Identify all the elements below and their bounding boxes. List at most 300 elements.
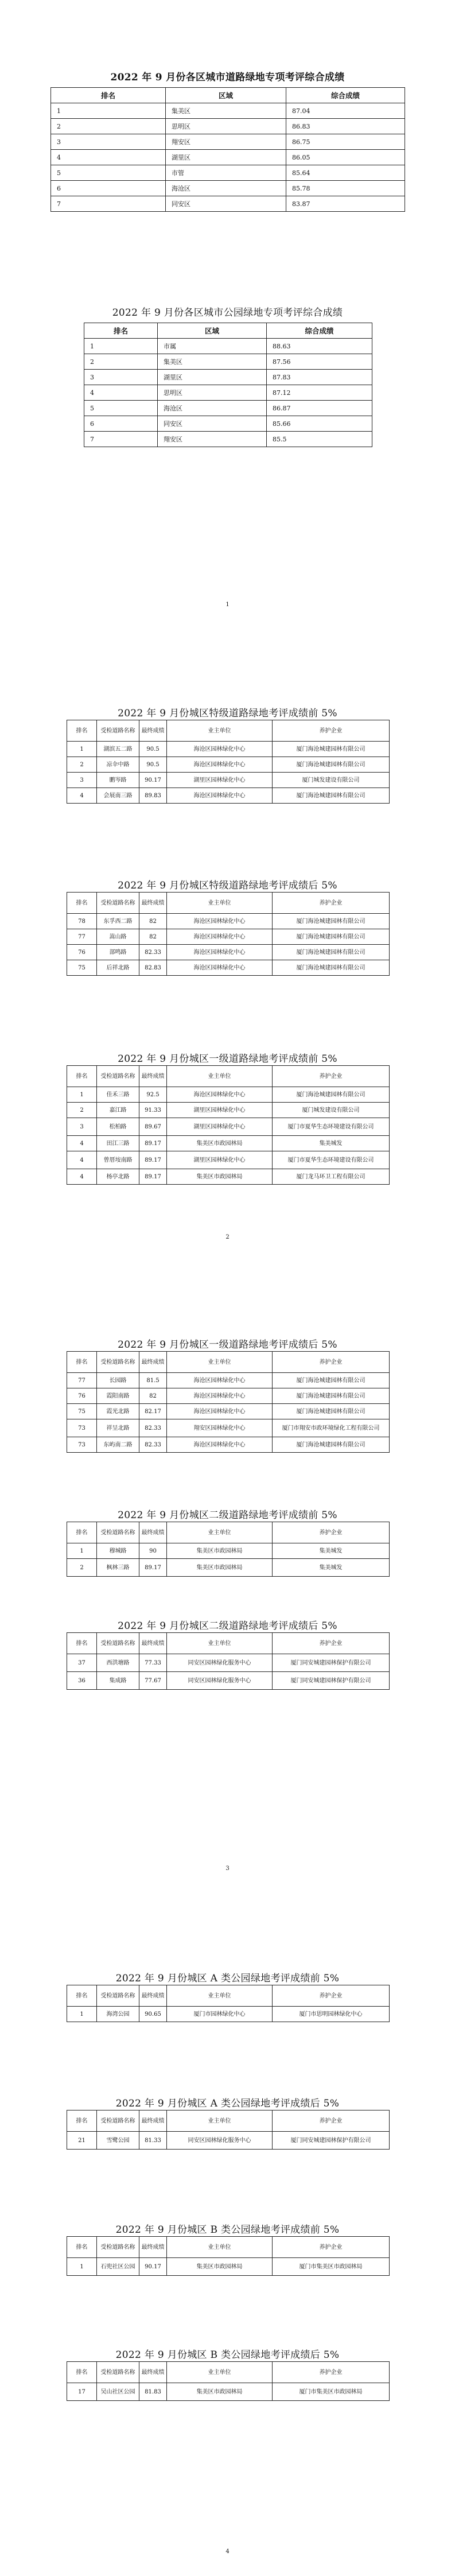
cell-region: 海沧区: [166, 181, 286, 196]
park-summary-title: 2022 年 9 月份各区城市公园绿地专项考评综合成绩: [112, 307, 343, 319]
cell-maintainer: 厦门市集美区市政园林局: [273, 2383, 390, 2401]
table-header-row: [67, 2111, 390, 2132]
table-header-row: [67, 1522, 390, 1543]
cell-road: 嵩山路: [97, 929, 139, 945]
cell-region: 思明区: [158, 385, 267, 401]
special-top-section: [0, 705, 455, 719]
parkb-top-title: 2022 年 9 月份城区 B 类公园绿地考评成绩前 5%: [115, 2224, 340, 2236]
cell-score: 90.5: [139, 757, 167, 773]
page-number: 4: [225, 2548, 230, 2555]
cell-owner: 海沧区园林绿化中心: [167, 914, 273, 929]
cell-owner: 集美区市政园林局: [167, 1169, 273, 1185]
header-maintainer: 养护企业: [273, 1985, 390, 2007]
cell-owner: 集美区市政园林局: [167, 1543, 273, 1559]
header-score: 最终成绩: [139, 1066, 167, 1087]
cell-rank: 1: [67, 742, 97, 757]
cell-road: 西洪塘路: [97, 1654, 139, 1672]
table-header-row: [67, 1066, 390, 1087]
cell-score: 90.65: [139, 2007, 167, 2022]
cell-region: 集美区: [158, 354, 267, 370]
table-row: [67, 1654, 390, 1672]
cell-maintainer: 集美城发: [273, 1543, 390, 1559]
cell-owner: 集美区市政园林局: [167, 2258, 273, 2276]
table-row: [67, 1103, 390, 1118]
cell-rank: 5: [51, 165, 166, 181]
cell-region: 湖里区: [166, 150, 286, 165]
cell-rank: 73: [67, 1437, 97, 1453]
cell-region: 同安区: [166, 196, 286, 212]
cell-maintainer: 厦门同安城建园林保护有限公司: [273, 2132, 390, 2150]
header-road: 受检道路名称: [97, 2111, 139, 2132]
cell-road: 石兜社区公园: [97, 2258, 139, 2276]
cell-region: 思明区: [166, 119, 286, 134]
cell-score: 89.17: [139, 1136, 167, 1151]
cell-road: 枫林三路: [97, 1559, 139, 1577]
table-row: [84, 339, 372, 354]
cell-score: 82.17: [139, 1404, 167, 1419]
cell-owner: 海沧区园林绿化中心: [167, 757, 273, 773]
header-score: 最终成绩: [139, 1352, 167, 1373]
header-rank: 排名: [67, 1985, 97, 2007]
header-owner: 业主单位: [167, 1352, 273, 1373]
table-row: [84, 401, 372, 416]
special-bottom-section: [0, 877, 455, 891]
cell-score: 86.75: [286, 134, 405, 150]
cell-rank: 1: [51, 103, 166, 119]
table-row: [67, 2258, 390, 2276]
cell-rank: 6: [51, 181, 166, 196]
cell-rank: 4: [67, 1151, 97, 1169]
cell-maintainer: 厦门海沧城建园林有限公司: [273, 929, 390, 945]
header-maintainer: 养护企业: [273, 1522, 390, 1543]
cell-maintainer: 厦门海沧城建园林有限公司: [273, 1404, 390, 1419]
header-road: 受检道路名称: [97, 720, 139, 742]
cell-rank: 7: [51, 196, 166, 212]
table-row: [67, 788, 390, 804]
cell-maintainer: 厦门海沧城建园林有限公司: [273, 914, 390, 929]
header-score: 综合成绩: [286, 88, 405, 103]
table-row: [67, 757, 390, 773]
parkb-bottom-table: [67, 2361, 390, 2401]
cell-score: 85.66: [267, 416, 372, 432]
table-row: [67, 1151, 390, 1169]
cell-road: 嘉江路: [97, 1103, 139, 1118]
table-header-row: [67, 2237, 390, 2258]
cell-score: 81.5: [139, 1373, 167, 1388]
road-summary-title: 2022 年 9 月份各区城市道路绿地专项考评综合成绩: [110, 72, 345, 83]
cell-rank: 1: [67, 1087, 97, 1103]
cell-road: 松柏路: [97, 1118, 139, 1136]
first-bottom-table: [67, 1351, 390, 1453]
header-score: 最终成绩: [139, 2111, 167, 2132]
cell-road: 集成路: [97, 1672, 139, 1690]
cell-score: 77.33: [139, 1654, 167, 1672]
header-owner: 业主单位: [167, 1066, 273, 1087]
cell-owner: 集美区市政园林局: [167, 1559, 273, 1577]
cell-region: 市属: [158, 339, 267, 354]
cell-maintainer: 厦门城发建设有限公司: [273, 773, 390, 788]
cell-rank: 4: [51, 150, 166, 165]
cell-maintainer: 厦门海沧城建园林有限公司: [273, 757, 390, 773]
header-rank: 排名: [67, 2237, 97, 2258]
cell-rank: 7: [84, 432, 158, 447]
cell-rank: 3: [84, 370, 158, 385]
cell-owner: 集美区市政园林局: [167, 2383, 273, 2401]
table-row: [67, 929, 390, 945]
parkb-top-table: [67, 2236, 390, 2276]
parka-bottom-title: 2022 年 9 月份城区 A 类公园绿地考评成绩后 5%: [115, 2098, 340, 2109]
cell-region: 同安区: [158, 416, 267, 432]
cell-owner: 海沧区园林绿化中心: [167, 742, 273, 757]
header-rank: 排名: [67, 720, 97, 742]
table-row: [51, 134, 405, 150]
cell-maintainer: 厦门海沧城建园林有限公司: [273, 945, 390, 960]
first-top-section: [0, 1050, 455, 1065]
cell-score: 87.04: [286, 103, 405, 119]
cell-maintainer: 厦门同安城建园林保护有限公司: [273, 1672, 390, 1690]
header-owner: 业主单位: [167, 1522, 273, 1543]
table-row: [67, 1373, 390, 1388]
cell-rank: 2: [84, 354, 158, 370]
header-owner: 业主单位: [167, 893, 273, 914]
table-row: [51, 103, 405, 119]
header-road: 受检道路名称: [97, 1985, 139, 2007]
header-owner: 业主单位: [167, 720, 273, 742]
header-rank: 排名: [67, 2111, 97, 2132]
header-region: 区域: [166, 88, 286, 103]
second-bottom-section: [0, 1617, 455, 1632]
header-score: 最终成绩: [139, 893, 167, 914]
header-rank: 排名: [67, 893, 97, 914]
cell-score: 82.33: [139, 1419, 167, 1437]
second-bottom-title: 2022 年 9 月份城区二级道路绿地考评成绩后 5%: [118, 1620, 337, 1632]
cell-road: 吴山社区公园: [97, 2383, 139, 2401]
header-maintainer: 养护企业: [273, 2362, 390, 2383]
cell-maintainer: 厦门海沧城建园林有限公司: [273, 742, 390, 757]
cell-score: 87.12: [267, 385, 372, 401]
cell-road: 部鸣路: [97, 945, 139, 960]
second-top-table: [67, 1522, 390, 1577]
header-maintainer: 养护企业: [273, 2111, 390, 2132]
cell-rank: 76: [67, 945, 97, 960]
header-rank: 排名: [67, 1522, 97, 1543]
header-rank: 排名: [67, 2362, 97, 2383]
cell-score: 90.5: [139, 742, 167, 757]
header-owner: 业主单位: [167, 1633, 273, 1654]
cell-score: 90.17: [139, 773, 167, 788]
cell-road: 鹏岑路: [97, 773, 139, 788]
table-row: [84, 385, 372, 401]
cell-score: 86.83: [286, 119, 405, 134]
cell-road: 凉伞中路: [97, 757, 139, 773]
cell-score: 82: [139, 914, 167, 929]
first-top-table: [67, 1065, 390, 1185]
cell-rank: 4: [67, 1169, 97, 1185]
header-road: 受检道路名称: [97, 1633, 139, 1654]
cell-road: 杨亭北路: [97, 1169, 139, 1185]
cell-rank: 77: [67, 929, 97, 945]
cell-score: 83.87: [286, 196, 405, 212]
header-rank: 排名: [84, 323, 158, 339]
cell-owner: 湖里区园林绿化中心: [167, 1118, 273, 1136]
header-maintainer: 养护企业: [273, 2237, 390, 2258]
cell-score: 90: [139, 1543, 167, 1559]
cell-rank: 1: [84, 339, 158, 354]
table-row: [84, 354, 372, 370]
header-owner: 业主单位: [167, 2111, 273, 2132]
cell-rank: 2: [51, 119, 166, 134]
header-road: 受检道路名称: [97, 1066, 139, 1087]
table-row: [67, 773, 390, 788]
cell-maintainer: 厦门市集美区市政园林局: [273, 2258, 390, 2276]
cell-road: 雪鹭公园: [97, 2132, 139, 2150]
table-row: [51, 119, 405, 134]
cell-rank: 75: [67, 960, 97, 976]
header-region: 区域: [158, 323, 267, 339]
cell-rank: 5: [84, 401, 158, 416]
cell-score: 89.17: [139, 1559, 167, 1577]
cell-road: 会展南三路: [97, 788, 139, 804]
header-rank: 排名: [67, 1352, 97, 1373]
cell-owner: 同安区园林绿化服务中心: [167, 2132, 273, 2150]
cell-rank: 76: [67, 1388, 97, 1404]
cell-rank: 37: [67, 1654, 97, 1672]
cell-road: 穆城路: [97, 1543, 139, 1559]
cell-owner: 同安区园林绿化服务中心: [167, 1672, 273, 1690]
special-bottom-table: [67, 892, 390, 976]
cell-score: 82.33: [139, 1437, 167, 1453]
cell-region: 湖里区: [158, 370, 267, 385]
cell-owner: 海沧区园林绿化中心: [167, 960, 273, 976]
cell-score: 92.5: [139, 1087, 167, 1103]
table-header-row: [51, 88, 405, 103]
cell-region: 集美区: [166, 103, 286, 119]
cell-rank: 2: [67, 757, 97, 773]
parkb-bottom-title: 2022 年 9 月份城区 B 类公园绿地考评成绩后 5%: [115, 2349, 340, 2361]
cell-score: 85.64: [286, 165, 405, 181]
special-bottom-title: 2022 年 9 月份城区特级道路绿地考评成绩后 5%: [118, 880, 337, 891]
cell-score: 86.05: [286, 150, 405, 165]
table-row: [51, 165, 405, 181]
cell-owner: 翔安区园林绿化中心: [167, 1419, 273, 1437]
cell-score: 82: [139, 1388, 167, 1404]
table-row: [67, 1672, 390, 1690]
cell-maintainer: 集美城发: [273, 1559, 390, 1577]
second-bottom-table: [67, 1632, 390, 1690]
cell-rank: 2: [67, 1559, 97, 1577]
cell-maintainer: 厦门市夏华生态环境建设有限公司: [273, 1151, 390, 1169]
cell-rank: 4: [67, 1136, 97, 1151]
header-maintainer: 养护企业: [273, 720, 390, 742]
table-row: [51, 181, 405, 196]
table-row: [84, 370, 372, 385]
cell-score: 90.17: [139, 2258, 167, 2276]
header-score: 综合成绩: [267, 323, 372, 339]
cell-road: 东孚西二路: [97, 914, 139, 929]
cell-rank: 1: [67, 2007, 97, 2022]
cell-score: 81.83: [139, 2383, 167, 2401]
header-maintainer: 养护企业: [273, 1066, 390, 1087]
table-row: [67, 1136, 390, 1151]
parkb-top-section: [0, 2221, 455, 2236]
cell-road: 长园路: [97, 1373, 139, 1388]
cell-owner: 海沧区园林绿化中心: [167, 788, 273, 804]
cell-rank: 78: [67, 914, 97, 929]
cell-rank: 1: [67, 2258, 97, 2276]
header-score: 最终成绩: [139, 1633, 167, 1654]
cell-owner: 海沧区园林绿化中心: [167, 1373, 273, 1388]
cell-road: 霞光北路: [97, 1404, 139, 1419]
cell-maintainer: 厦门城发建设有限公司: [273, 1103, 390, 1118]
cell-owner: 海沧区园林绿化中心: [167, 1437, 273, 1453]
page-number: 3: [225, 1865, 230, 1872]
cell-region: 市管: [166, 165, 286, 181]
cell-score: 86.87: [267, 401, 372, 416]
header-score: 最终成绩: [139, 1522, 167, 1543]
parka-top-title: 2022 年 9 月份城区 A 类公园绿地考评成绩前 5%: [115, 1973, 340, 1984]
cell-owner: 集美区市政园林局: [167, 1136, 273, 1151]
cell-owner: 湖里区园林绿化中心: [167, 773, 273, 788]
cell-score: 89.67: [139, 1118, 167, 1136]
header-score: 最终成绩: [139, 1985, 167, 2007]
cell-maintainer: 厦门海沧城建园林有限公司: [273, 788, 390, 804]
table-row: [51, 150, 405, 165]
road-summary-table: [50, 87, 405, 212]
table-row: [84, 416, 372, 432]
header-owner: 业主单位: [167, 2237, 273, 2258]
cell-rank: 3: [67, 773, 97, 788]
cell-maintainer: 厦门市思明园林绿化中心: [273, 2007, 390, 2022]
page-number: 2: [225, 1234, 230, 1240]
cell-maintainer: 厦门市翔安市政环境绿化工程有限公司: [273, 1419, 390, 1437]
table-header-row: [84, 323, 372, 339]
cell-score: 77.67: [139, 1672, 167, 1690]
cell-region: 海沧区: [158, 401, 267, 416]
cell-maintainer: 厦门同安城建园林保护有限公司: [273, 1654, 390, 1672]
cell-maintainer: 厦门海沧城建园林有限公司: [273, 1373, 390, 1388]
cell-score: 87.83: [267, 370, 372, 385]
cell-road: 佳禾三路: [97, 1087, 139, 1103]
header-road: 受检道路名称: [97, 1352, 139, 1373]
second-top-title: 2022 年 9 月份城区二级道路绿地考评成绩前 5%: [118, 1510, 337, 1521]
table-row: [67, 1087, 390, 1103]
header-maintainer: 养护企业: [273, 1352, 390, 1373]
road-summary-section: [0, 69, 455, 83]
cell-owner: 厦门市园林绿化中心: [167, 2007, 273, 2022]
cell-owner: 海沧区园林绿化中心: [167, 929, 273, 945]
table-row: [67, 742, 390, 757]
parka-bottom-table: [67, 2110, 390, 2150]
header-rank: 排名: [67, 1633, 97, 1654]
special-top-table: [67, 720, 390, 804]
parka-top-section: [0, 1970, 455, 1984]
cell-maintainer: 厦门海沧城建园林有限公司: [273, 1388, 390, 1404]
cell-owner: 湖里区园林绿化中心: [167, 1151, 273, 1169]
cell-maintainer: 厦门海沧城建园林有限公司: [273, 1087, 390, 1103]
cell-region: 翔安区: [166, 134, 286, 150]
header-owner: 业主单位: [167, 1985, 273, 2007]
table-header-row: [67, 720, 390, 742]
table-header-row: [67, 1985, 390, 2007]
header-road: 受检道路名称: [97, 2362, 139, 2383]
cell-road: 田江三路: [97, 1136, 139, 1151]
first-top-title: 2022 年 9 月份城区一级道路绿地考评成绩前 5%: [118, 1053, 337, 1065]
cell-maintainer: 厦门海沧城建园林有限公司: [273, 1437, 390, 1453]
cell-region: 翔安区: [158, 432, 267, 447]
park-summary-table: [84, 323, 372, 447]
table-header-row: [67, 1633, 390, 1654]
page-number: 1: [225, 602, 230, 608]
table-header-row: [67, 1352, 390, 1373]
cell-road: 后祥北路: [97, 960, 139, 976]
cell-rank: 17: [67, 2383, 97, 2401]
cell-rank: 36: [67, 1672, 97, 1690]
table-header-row: [67, 2362, 390, 2383]
header-rank: 排名: [67, 1066, 97, 1087]
header-score: 最终成绩: [139, 2362, 167, 2383]
cell-owner: 湖里区园林绿化中心: [167, 1103, 273, 1118]
table-header-row: [67, 893, 390, 914]
cell-score: 89.83: [139, 788, 167, 804]
header-score: 最终成绩: [139, 2237, 167, 2258]
header-road: 受检道路名称: [97, 2237, 139, 2258]
header-road: 受检道路名称: [97, 893, 139, 914]
table-row: [67, 1404, 390, 1419]
header-maintainer: 养护企业: [273, 1633, 390, 1654]
cell-maintainer: 厦门市夏华生态环境建设有限公司: [273, 1118, 390, 1136]
cell-rank: 4: [84, 385, 158, 401]
cell-maintainer: 厦门龙马环卫工程有限公司: [273, 1169, 390, 1185]
header-owner: 业主单位: [167, 2362, 273, 2383]
cell-owner: 同安区园林绿化服务中心: [167, 1654, 273, 1672]
parka-top-table: [67, 1985, 390, 2022]
cell-road: 湖滨五二路: [97, 742, 139, 757]
cell-score: 89.17: [139, 1151, 167, 1169]
cell-owner: 海沧区园林绿化中心: [167, 1404, 273, 1419]
cell-rank: 4: [67, 788, 97, 804]
second-top-section: [0, 1507, 455, 1521]
header-rank: 排名: [51, 88, 166, 103]
header-road: 受检道路名称: [97, 1522, 139, 1543]
header-maintainer: 养护企业: [273, 893, 390, 914]
cell-rank: 21: [67, 2132, 97, 2150]
cell-owner: 海沧区园林绿化中心: [167, 1388, 273, 1404]
table-row: [67, 2007, 390, 2022]
cell-score: 87.56: [267, 354, 372, 370]
cell-score: 81.33: [139, 2132, 167, 2150]
cell-road: 霞阳南路: [97, 1388, 139, 1404]
cell-owner: 海沧区园林绿化中心: [167, 1087, 273, 1103]
cell-score: 82.83: [139, 960, 167, 976]
cell-road: 海湾公园: [97, 2007, 139, 2022]
table-row: [67, 945, 390, 960]
cell-score: 85.78: [286, 181, 405, 196]
table-row: [51, 196, 405, 212]
table-row: [67, 914, 390, 929]
cell-rank: 75: [67, 1404, 97, 1419]
cell-owner: 海沧区园林绿化中心: [167, 945, 273, 960]
table-row: [84, 432, 372, 447]
parka-bottom-section: [0, 2095, 455, 2109]
cell-score: 85.5: [267, 432, 372, 447]
table-row: [67, 2132, 390, 2150]
park-summary-section: [0, 304, 455, 319]
cell-maintainer: 厦门海沧城建园林有限公司: [273, 960, 390, 976]
first-bottom-title: 2022 年 9 月份城区一级道路绿地考评成绩后 5%: [118, 1339, 337, 1351]
cell-road: 曾厝垵南路: [97, 1151, 139, 1169]
table-row: [67, 1543, 390, 1559]
cell-rank: 3: [51, 134, 166, 150]
